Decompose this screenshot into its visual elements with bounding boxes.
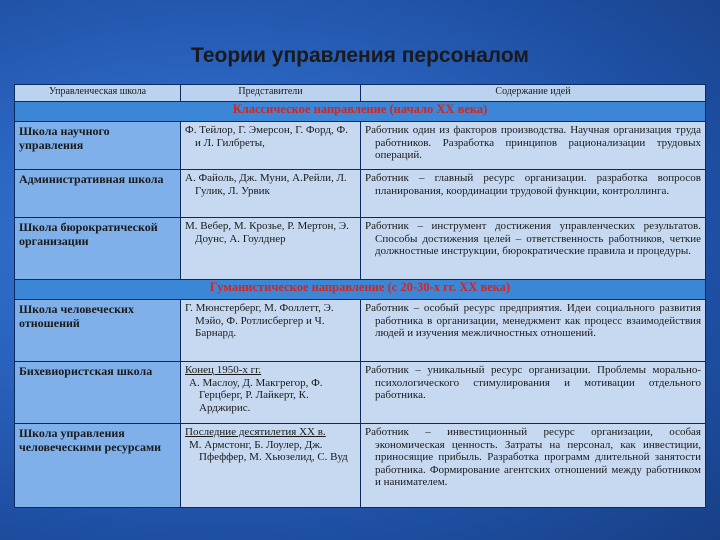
school-name: Административная школа [15,170,181,218]
school-name: Школа научного управления [15,122,181,170]
table-row [15,218,706,280]
school-name: Школа бюрократической организации [15,218,181,280]
school-name: Школа человеческих отношений [15,300,181,362]
representatives: М. Вебер, М. Крозье, Р. Мертон, Э. Доунс, А. Гоулднер [181,218,361,280]
table-row [15,424,706,508]
ideas: Работник один из факторов производства. Научная организация труда работников. Разработка принципов рационализации трудовых операций. [361,122,706,170]
school-name: Школа управления человеческими ресурсами [15,424,181,508]
ideas: Работник – особый ресурс предприятия. Идеи социального развития работника в организации, менеджмент как процесс взаимодействия людей и изучения межличностных отношений. [361,300,706,362]
representatives-list: М. Армстонг, Б. Лоулер, Дж. Пфеффер, М. Хьюзелид, С. Вуд [189,438,348,463]
period-note: Последние десятилетия XX в. [185,426,326,438]
section-row [15,102,706,122]
header-representatives: Представители [181,85,361,102]
header-ideas: Содержание идей [361,85,706,102]
representatives-list: А. Маслоу, Д. Макгрегор, Ф. Герцберг, Р. Лайкерт, К. Арджирис. [189,376,323,414]
representatives: Г. Мюнстерберг, М. Фоллетт, Э. Мэйо, Ф. Ротлисбергер и Ч. Барнард. [181,300,361,362]
section-row [15,280,706,300]
section-title-classical: Классическое направление (начало XX века) [15,102,706,122]
section-title-humanistic: Гуманистическое направление (с 20-30-х гг. XX века) [15,280,706,300]
ideas: Работник – уникальный ресурс организации. Проблемы морально-психологического стимулирования и мотивации отдельного работника. [361,362,706,424]
table-header-row [15,85,706,102]
header-school: Управленческая школа [15,85,181,102]
ideas: Работник – главный ресурс организации. разработка вопросов планирования, координации трудовой функции, контроллинга. [361,170,706,218]
school-name: Бихевиористская школа [15,362,181,424]
ideas: Работник – инструмент достижения управленческих результатов. Способы достижения целей – ответственность работников, четкие должностные инструкции, бюрократические правила и процедуры. [361,218,706,280]
table-row [15,300,706,362]
representatives [181,362,361,424]
ideas: Работник – инвестиционный ресурс организации, особая экономическая ценность. Затраты на персонал, как инвестиции, приносящие прибыль. Разработка программ длительной занятости работника. Формирование агентских отношений между работником и нанимателем. [361,424,706,508]
page-title: Теории управления персоналом [191,44,529,67]
representatives: А. Файоль, Дж. Муни, А.Рейли, Л. Гулик, Л. Урвик [181,170,361,218]
table-row [15,170,706,218]
table-row [15,362,706,424]
table-row [15,122,706,170]
representatives: Ф. Тейлор, Г. Эмерсон, Г. Форд, Ф. и Л. Гилбреты, [181,122,361,170]
period-note: Конец 1950-х гг. [185,364,262,376]
theories-table [14,84,706,508]
representatives [181,424,361,508]
